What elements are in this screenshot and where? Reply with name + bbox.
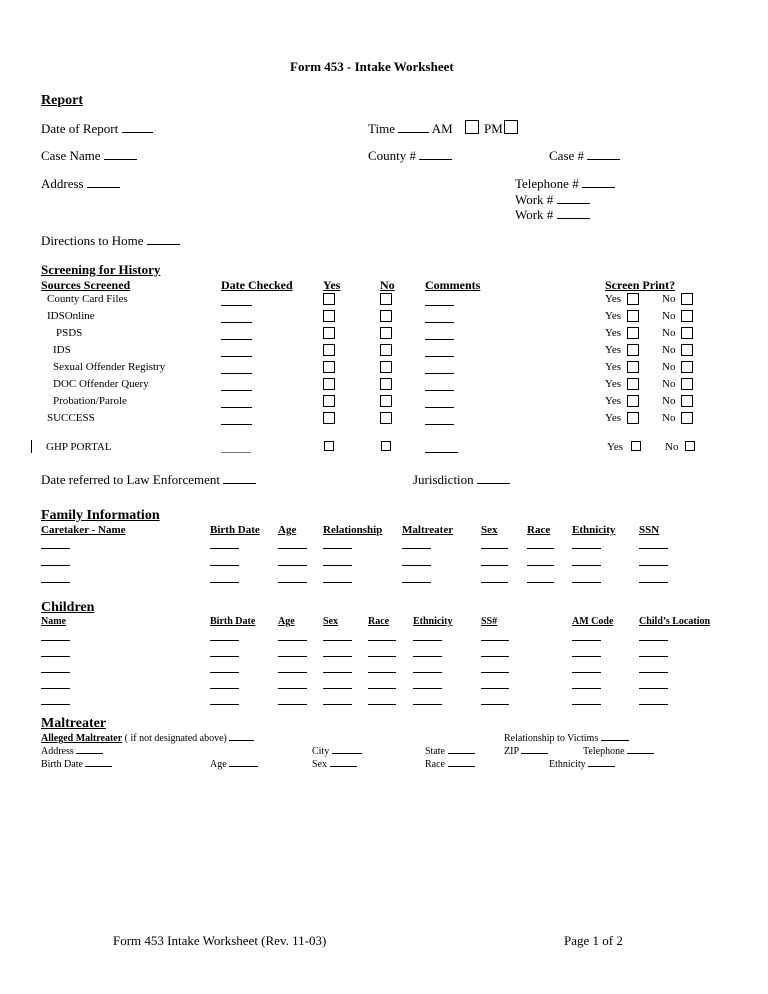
screen-print-yes-checkbox[interactable]: [627, 395, 639, 407]
case-number-row: [549, 148, 620, 164]
no-checkbox[interactable]: [380, 327, 392, 339]
pm-checkbox[interactable]: [504, 120, 518, 134]
children-cell-field[interactable]: [41, 704, 70, 705]
directions-field[interactable]: [147, 235, 180, 245]
children-cell-field[interactable]: [368, 688, 396, 689]
ghp-portal-label: GHP PORTAL: [46, 441, 112, 453]
m-city-label: City: [312, 746, 330, 757]
no-checkbox[interactable]: [380, 412, 392, 424]
family-cell-field[interactable]: [572, 582, 601, 583]
ghp-comment-field[interactable]: [425, 452, 458, 453]
yes-checkbox[interactable]: [323, 310, 335, 322]
screen-print-no-label: No: [662, 293, 676, 305]
date-checked-field[interactable]: [221, 322, 252, 323]
date-checked-field[interactable]: [221, 305, 252, 306]
relationship-victims-field[interactable]: [601, 733, 629, 741]
m-state-label: State: [425, 746, 445, 757]
jurisdiction-row: [413, 472, 510, 488]
family-cell-field[interactable]: [527, 582, 554, 583]
col-sources-screened: Sources Screened: [41, 278, 131, 292]
children-col-header: Sex: [323, 616, 338, 627]
children-col-header: Child’s Location: [639, 616, 711, 627]
children-cell-field[interactable]: [323, 640, 352, 641]
children-cell-field[interactable]: [368, 704, 396, 705]
m-zip-field[interactable]: [521, 746, 548, 754]
comment-field[interactable]: [425, 356, 454, 357]
family-cell-field[interactable]: [481, 582, 508, 583]
children-cell-field[interactable]: [210, 704, 239, 705]
children-cell-field[interactable]: [41, 640, 70, 641]
yes-checkbox[interactable]: [323, 327, 335, 339]
screen-print-yes-label: Yes: [605, 344, 622, 356]
m-ethnicity-field[interactable]: [588, 759, 615, 767]
family-cell-field[interactable]: [41, 548, 70, 549]
work-field-1[interactable]: [557, 194, 590, 204]
date-checked-field[interactable]: [221, 339, 252, 340]
children-cell-field[interactable]: [481, 688, 509, 689]
directions-row: [41, 233, 180, 249]
no-checkbox[interactable]: [380, 361, 392, 373]
law-referred-field[interactable]: [223, 474, 256, 484]
time-label: Time: [368, 121, 395, 136]
family-cell-field[interactable]: [572, 565, 601, 566]
children-cell-field[interactable]: [278, 672, 307, 673]
family-cell-field[interactable]: [639, 582, 668, 583]
m-zip-label: ZIP: [504, 746, 519, 757]
m-race-field[interactable]: [448, 759, 475, 767]
screen-print-yes-checkbox[interactable]: [627, 344, 639, 356]
family-cell-field[interactable]: [278, 548, 307, 549]
family-cell-field[interactable]: [278, 565, 307, 566]
no-checkbox[interactable]: [380, 310, 392, 322]
law-referred-row: [41, 472, 256, 488]
children-heading: Children: [41, 600, 95, 615]
children-cell-field[interactable]: [572, 688, 601, 689]
screen-print-yes-label: Yes: [605, 378, 622, 390]
m-city-row: [312, 746, 362, 757]
children-cell-field[interactable]: [639, 688, 668, 689]
ghp-date-field[interactable]: [221, 452, 251, 453]
m-address-field[interactable]: [76, 746, 103, 754]
screening-heading: Screening for History: [41, 262, 161, 277]
family-col-header: Sex: [481, 524, 498, 536]
pm-label: PM: [484, 121, 503, 136]
address-field[interactable]: [87, 178, 120, 188]
screen-print-yes-checkbox[interactable]: [627, 361, 639, 373]
family-cell-field[interactable]: [41, 582, 70, 583]
screen-print-no-label: No: [662, 327, 676, 339]
m-address-row: [41, 746, 103, 757]
children-cell-field[interactable]: [323, 704, 352, 705]
screen-print-no-checkbox[interactable]: [681, 293, 693, 305]
telephone-row: [515, 176, 615, 192]
screen-print-yes-label: Yes: [605, 310, 622, 322]
family-col-header: Caretaker - Name: [41, 524, 126, 536]
children-cell-field[interactable]: [639, 704, 668, 705]
children-cell-field[interactable]: [41, 688, 70, 689]
time-row: [368, 121, 453, 137]
children-cell-field[interactable]: [210, 656, 239, 657]
family-cell-field[interactable]: [402, 548, 431, 549]
screen-print-no-checkbox[interactable]: [681, 395, 693, 407]
m-city-field[interactable]: [332, 746, 362, 754]
family-cell-field[interactable]: [323, 565, 352, 566]
children-cell-field[interactable]: [639, 640, 668, 641]
source-label: PSDS: [56, 327, 83, 339]
source-label: DOC Offender Query: [53, 378, 149, 390]
children-cell-field[interactable]: [572, 656, 601, 657]
county-label: County #: [368, 148, 417, 163]
children-col-header: SS#: [481, 616, 498, 627]
date-checked-field[interactable]: [221, 356, 252, 357]
family-col-header: Relationship: [323, 524, 383, 536]
family-cell-field[interactable]: [402, 582, 431, 583]
no-checkbox[interactable]: [380, 293, 392, 305]
children-cell-field[interactable]: [278, 640, 307, 641]
children-cell-field[interactable]: [413, 688, 442, 689]
family-col-header: Birth Date: [210, 524, 260, 536]
children-col-header: Ethnicity: [413, 616, 453, 627]
ghp-yes-checkbox[interactable]: [324, 441, 334, 451]
children-cell-field[interactable]: [481, 640, 509, 641]
children-cell-field[interactable]: [323, 688, 352, 689]
children-cell-field[interactable]: [41, 672, 70, 673]
screen-print-no-checkbox[interactable]: [681, 361, 693, 373]
family-cell-field[interactable]: [210, 582, 239, 583]
family-cell-field[interactable]: [639, 548, 668, 549]
children-col-header: Birth Date: [210, 616, 256, 627]
screen-print-yes-label: Yes: [605, 412, 622, 424]
children-cell-field[interactable]: [481, 656, 509, 657]
family-cell-field[interactable]: [210, 548, 239, 549]
comment-field[interactable]: [425, 424, 454, 425]
m-birth-date-row: [41, 759, 112, 770]
am-checkbox[interactable]: [465, 120, 479, 134]
family-col-header: Maltreater: [402, 524, 454, 536]
screen-print-yes-checkbox[interactable]: [627, 378, 639, 390]
m-ethnicity-label: Ethnicity: [549, 759, 586, 770]
family-cell-field[interactable]: [323, 548, 352, 549]
footer-page-number: Page 1 of 2: [564, 933, 623, 948]
children-cell-field[interactable]: [41, 656, 70, 657]
screen-print-no-checkbox[interactable]: [681, 327, 693, 339]
children-cell-field[interactable]: [639, 672, 668, 673]
screen-print-no-checkbox[interactable]: [681, 310, 693, 322]
maltreater-heading: Maltreater: [41, 716, 107, 731]
children-col-header: Age: [278, 616, 295, 627]
children-cell-field[interactable]: [572, 704, 601, 705]
not-designated-label: ( if not designated above): [124, 733, 227, 744]
comment-field[interactable]: [425, 339, 454, 340]
ghp-no-checkbox[interactable]: [381, 441, 391, 451]
yes-checkbox[interactable]: [323, 344, 335, 356]
ghp-print-yes-checkbox[interactable]: [631, 441, 641, 451]
family-cell-field[interactable]: [278, 582, 307, 583]
screen-print-no-checkbox[interactable]: [681, 378, 693, 390]
source-label: County Card Files: [47, 293, 128, 305]
yes-checkbox[interactable]: [323, 412, 335, 424]
screen-print-yes-label: Yes: [605, 293, 622, 305]
family-col-header: Ethnicity: [572, 524, 616, 536]
children-cell-field[interactable]: [572, 672, 601, 673]
children-cell-field[interactable]: [639, 656, 668, 657]
case-name-label: Case Name: [41, 148, 101, 163]
screen-print-no-label: No: [662, 412, 676, 424]
children-cell-field[interactable]: [278, 656, 307, 657]
children-cell-field[interactable]: [323, 672, 352, 673]
family-heading: Family Information: [41, 508, 160, 523]
family-col-header: Age: [278, 524, 297, 536]
m-sex-row: [312, 759, 357, 770]
m-sex-label: Sex: [312, 759, 327, 770]
children-cell-field[interactable]: [413, 672, 442, 673]
source-label: Probation/Parole: [53, 395, 127, 407]
m-birth-date-field[interactable]: [85, 759, 112, 767]
law-referred-label: Date referred to Law Enforcement: [41, 472, 221, 487]
children-cell-field[interactable]: [413, 656, 442, 657]
work-row-2: [515, 207, 590, 223]
m-telephone-field[interactable]: [627, 746, 654, 754]
m-state-row: [425, 746, 475, 757]
m-age-label: Age: [210, 759, 227, 770]
footer-form-rev: Form 453 Intake Worksheet (Rev. 11-03): [113, 933, 327, 948]
col-no: No: [380, 278, 395, 292]
alleged-maltreater-label: Alleged Maltreater: [41, 733, 123, 744]
m-address-label: Address: [41, 746, 74, 757]
no-checkbox[interactable]: [380, 395, 392, 407]
county-field[interactable]: [419, 150, 452, 160]
m-ethnicity-row: [549, 759, 615, 770]
source-label: IDSOnline: [47, 310, 95, 322]
children-cell-field[interactable]: [210, 688, 239, 689]
no-checkbox[interactable]: [380, 378, 392, 390]
date-of-report-label: Date of Report: [41, 121, 119, 136]
family-cell-field[interactable]: [323, 582, 352, 583]
children-cell-field[interactable]: [278, 688, 307, 689]
family-cell-field[interactable]: [210, 565, 239, 566]
col-screen-print: Screen Print?: [605, 278, 676, 292]
jurisdiction-field[interactable]: [477, 474, 510, 484]
comment-field[interactable]: [425, 390, 454, 391]
m-sex-field[interactable]: [330, 759, 357, 767]
yes-checkbox[interactable]: [323, 378, 335, 390]
m-race-row: [425, 759, 475, 770]
ghp-print-no-label: No: [665, 441, 679, 453]
ghp-print-no-checkbox[interactable]: [685, 441, 695, 451]
case-name-field[interactable]: [104, 150, 137, 160]
children-cell-field[interactable]: [572, 640, 601, 641]
m-telephone-label: Telephone: [583, 746, 625, 757]
yes-checkbox[interactable]: [323, 361, 335, 373]
comment-field[interactable]: [425, 322, 454, 323]
telephone-field[interactable]: [582, 178, 615, 188]
case-name-row: [41, 148, 137, 164]
am-label: AM: [431, 121, 453, 136]
family-cell-field[interactable]: [527, 548, 554, 549]
children-cell-field[interactable]: [278, 704, 307, 705]
screen-print-yes-label: Yes: [605, 395, 622, 407]
relationship-victims-row: [504, 733, 629, 744]
screen-print-yes-checkbox[interactable]: [627, 327, 639, 339]
source-label: SUCCESS: [47, 412, 95, 424]
family-col-header: SSN: [639, 524, 660, 536]
address-label: Address: [41, 176, 84, 191]
alleged-maltreater-row: [41, 733, 254, 744]
screen-print-no-checkbox[interactable]: [681, 412, 693, 424]
date-of-report-row: [41, 121, 153, 137]
county-row: [368, 148, 452, 164]
children-col-header: Race: [368, 616, 390, 627]
yes-checkbox[interactable]: [323, 395, 335, 407]
date-checked-field[interactable]: [221, 373, 252, 374]
col-yes: Yes: [323, 278, 341, 292]
date-checked-field[interactable]: [221, 424, 252, 425]
children-cell-field[interactable]: [481, 672, 509, 673]
form-title: Form 453 - Intake Worksheet: [290, 59, 454, 74]
children-cell-field[interactable]: [210, 672, 239, 673]
children-cell-field[interactable]: [481, 704, 509, 705]
date-checked-field[interactable]: [221, 390, 252, 391]
col-comments: Comments: [425, 278, 481, 292]
screen-print-no-checkbox[interactable]: [681, 344, 693, 356]
jurisdiction-label: Jurisdiction: [413, 472, 474, 487]
family-cell-field[interactable]: [639, 565, 668, 566]
alleged-maltreater-field[interactable]: [229, 733, 254, 741]
children-cell-field[interactable]: [323, 656, 352, 657]
directions-label: Directions to Home: [41, 233, 144, 248]
m-zip-row: [504, 746, 548, 757]
comment-field[interactable]: [425, 373, 454, 374]
family-cell-field[interactable]: [481, 565, 508, 566]
children-cell-field[interactable]: [413, 640, 442, 641]
family-cell-field[interactable]: [402, 565, 431, 566]
relationship-victims-label: Relationship to Victims: [504, 733, 599, 744]
family-cell-field[interactable]: [527, 565, 554, 566]
children-col-header: AM Code: [572, 616, 614, 627]
report-heading: Report: [41, 93, 83, 108]
cursor-mark: [31, 440, 32, 453]
time-field[interactable]: [398, 123, 429, 133]
m-race-label: Race: [425, 759, 445, 770]
comment-field[interactable]: [425, 407, 454, 408]
screen-print-yes-label: Yes: [605, 361, 622, 373]
screen-print-no-label: No: [662, 361, 676, 373]
date-of-report-field[interactable]: [122, 123, 153, 133]
work-label-2: Work #: [515, 207, 554, 222]
children-cell-field[interactable]: [210, 640, 239, 641]
screen-print-no-label: No: [662, 395, 676, 407]
m-age-field[interactable]: [229, 759, 258, 767]
case-number-label: Case #: [549, 148, 585, 163]
family-cell-field[interactable]: [41, 565, 70, 566]
m-birth-date-label: Birth Date: [41, 759, 83, 770]
children-cell-field[interactable]: [413, 704, 442, 705]
screen-print-no-label: No: [662, 310, 676, 322]
no-checkbox[interactable]: [380, 344, 392, 356]
screen-print-yes-checkbox[interactable]: [627, 293, 639, 305]
case-number-field[interactable]: [587, 150, 620, 160]
screen-print-yes-checkbox[interactable]: [627, 310, 639, 322]
screen-print-yes-label: Yes: [605, 327, 622, 339]
date-checked-field[interactable]: [221, 407, 252, 408]
m-telephone-row: [583, 746, 654, 757]
screen-print-no-label: No: [662, 378, 676, 390]
work-label-1: Work #: [515, 192, 554, 207]
source-label: Sexual Offender Registry: [53, 361, 166, 373]
children-cell-field[interactable]: [368, 640, 396, 641]
address-row: [41, 176, 120, 192]
screen-print-no-label: No: [662, 344, 676, 356]
telephone-label: Telephone #: [515, 176, 579, 191]
family-cell-field[interactable]: [481, 548, 508, 549]
work-row-1: [515, 192, 590, 208]
work-field-2[interactable]: [557, 209, 590, 219]
children-cell-field[interactable]: [368, 672, 396, 673]
children-cell-field[interactable]: [368, 656, 396, 657]
ghp-print-yes-label: Yes: [607, 441, 624, 453]
family-cell-field[interactable]: [572, 548, 601, 549]
children-col-header: Name: [41, 616, 66, 627]
m-age-row: [210, 759, 258, 770]
col-date-checked: Date Checked: [221, 278, 293, 292]
yes-checkbox[interactable]: [323, 293, 335, 305]
source-label: IDS: [53, 344, 71, 356]
comment-field[interactable]: [425, 305, 454, 306]
family-col-header: Race: [527, 524, 551, 536]
m-state-field[interactable]: [448, 746, 475, 754]
screen-print-yes-checkbox[interactable]: [627, 412, 639, 424]
